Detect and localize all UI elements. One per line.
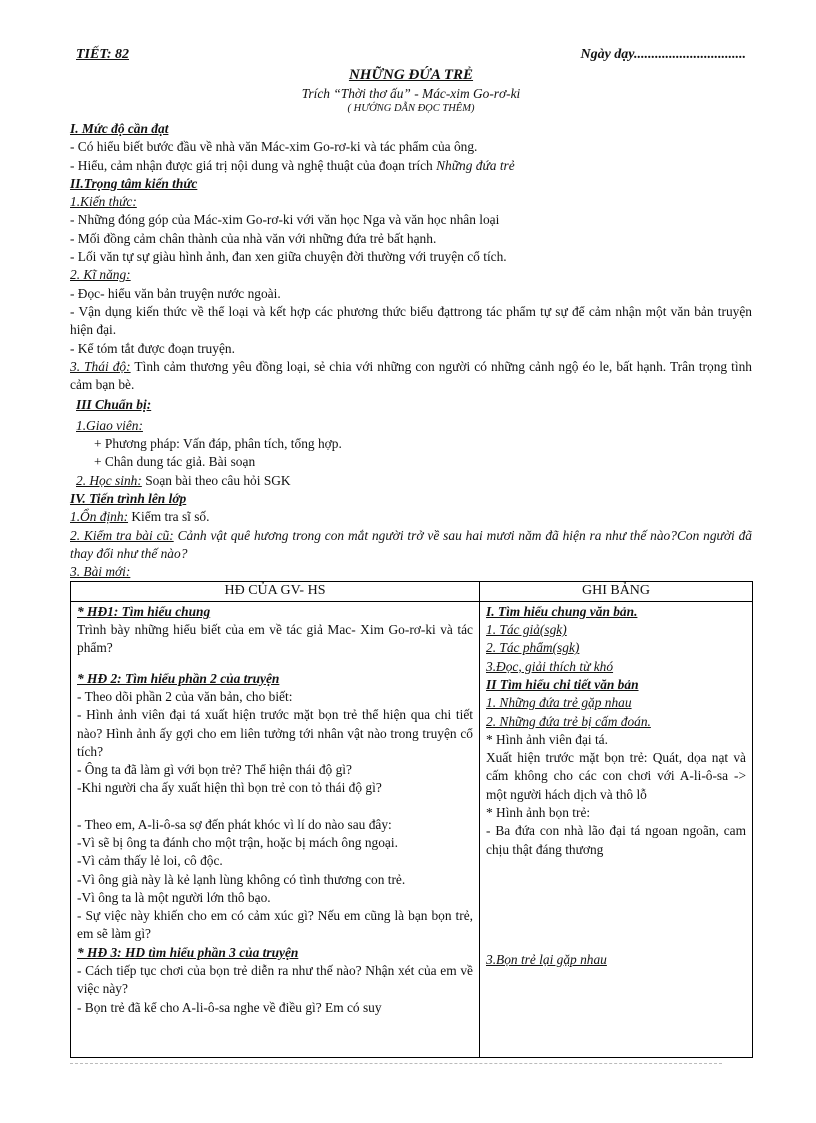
hd2b-line-3: -Vì cảm thấy lẻ loi, cô độc. (77, 853, 223, 869)
hd2b-line-4: -Vì ông già này là kẻ lạnh lùng không có tình thương con trẻ. (77, 871, 406, 887)
table-header-row (71, 582, 753, 601)
hd2-line-1: - Theo dõi phần 2 của văn bản, cho biết: (77, 688, 293, 704)
table-row (71, 601, 753, 1057)
lesson-activity-table (70, 581, 753, 1057)
document-subtitle-note: ( HƯỚNG DẪN ĐỌC THÊM) (347, 103, 475, 114)
hd2b-line-5: -Vì ông ta là một người lớn thô bạo. (77, 889, 271, 905)
gv-line-2: + Chân dung tác giả. Bài soạn (94, 454, 256, 470)
thai-do-paragraph: 3. Thái độ: Tình cảm thương yêu đồng loại, sẻ chia với những con người có những cảnh ngộ éo le, bất hạnh. Trân trọng tình cảm bạn bè. (70, 358, 752, 393)
note-12: 3.Bọn trẻ lại gặp nhau (486, 951, 607, 967)
board-notes-cell (480, 601, 753, 1057)
s1-line-1: - Có hiểu biết bước đầu về nhà văn Mác-xim Go-rơ-ki và tác phẩm của ông. (70, 139, 478, 155)
s1-line-2: - Hiểu, cảm nhận được giá trị nội dung và nghệ thuật của đoạn trích Những đứa trẻ (70, 157, 515, 173)
hd2b-line-6: - Sự việc này khiến cho em có cảm xúc gì? Nếu em cũng là bạn bọn trẻ, em sẽ làm gì? (77, 908, 473, 942)
hd2b-line-2: -Vì sẽ bị ông ta đánh cho một trận, hoặc bị mách ông ngoại. (77, 834, 398, 850)
hd2-line-4: -Khi người cha ấy xuất hiện thì bọn trẻ con tỏ thái độ gì? (77, 780, 382, 796)
note-5: II Tìm hiểu chi tiết văn bản (486, 676, 639, 692)
kn-line-2: - Vận dụng kiến thức về thể loại và kết hợp các phương thức biểu đạttrong tác phẩm tự sự để cảm nhận một văn bản truyện hiện đại. (70, 303, 752, 338)
hd2-line-2: - Hình ảnh viên đại tá xuất hiện trước mặt bọn trẻ thể hiện qua chi tiết nào? Hình ảnh ấy gợi cho em liên tưởng tới nhân vật nào trong truyện cổ tích? (77, 707, 473, 759)
note-10: * Hình ảnh bọn trẻ: (486, 804, 591, 820)
activities-cell (71, 601, 480, 1057)
bai-moi-heading: 3. Bài mới: (70, 564, 131, 580)
giao-vien-heading: 1.Giao viên: (76, 417, 143, 433)
note-9: Xuất hiện trước mặt bọn trẻ: Quát, dọa nạt và cấm không cho các con chơi với A-li-ô-sa -> một người hách dịch và thô lỗ (486, 750, 746, 802)
col-board-notes-header: GHI BẢNG (480, 582, 753, 601)
col-activities-header: HĐ CỦA GV- HS (71, 582, 480, 601)
note-8: * Hình ảnh viên đại tá. (486, 731, 608, 747)
hd3-line-2: - Bọn trẻ đã kể cho A-li-ô-sa nghe về điều gì? Em có suy (77, 999, 382, 1015)
footer-divider (70, 1063, 722, 1064)
section-2-heading: II.Trọng tâm kiến thức (70, 175, 198, 191)
kt-line-1: - Những đóng góp của Mác-xim Go-rơ-ki với văn học Nga và văn học nhân loại (70, 212, 500, 228)
kn-line-3: - Kể tóm tắt được đoạn truyện. (70, 340, 235, 356)
ki-nang-heading: 2. Kĩ năng: (70, 267, 131, 283)
lesson-plan-page (70, 46, 752, 1058)
section-4-heading: IV. Tiến trình lên lớp (70, 490, 187, 506)
kien-thuc-heading: 1.Kiến thức: (70, 194, 137, 210)
page-header (70, 46, 752, 66)
kt-line-3: - Lối văn tự sự giàu hình ảnh, đan xen giữa chuyện đời thường với truyện cổ tích. (70, 249, 507, 265)
kt-line-2: - Mối đồng cảm chân thành của nhà văn với những đứa trẻ bất hạnh. (70, 230, 437, 246)
teaching-date: Ngày dạy................................ (580, 47, 746, 62)
document-title: NHỮNG ĐỨA TRẺ (348, 67, 474, 83)
note-2: 1. Tác giả(sgk) (486, 622, 567, 638)
section-1-heading: I. Mức độ cần đạt (70, 121, 169, 136)
note-4: 3.Đọc, giải thích từ khó (486, 658, 614, 674)
note-3: 2. Tác phẩm(sgk) (486, 640, 580, 656)
hoc-sinh-line: 2. Học sinh: Soạn bài theo câu hỏi SGK (76, 472, 291, 488)
hd1-heading: * HĐ1: Tìm hiểu chung (77, 603, 211, 619)
hd3-heading: * HĐ 3: HD tìm hiểu phần 3 của truyện (77, 944, 299, 960)
kn-line-1: - Đọc- hiểu văn bản truyện nước ngoài. (70, 285, 281, 301)
document-subtitle: Trích “Thời thơ ấu” - Mác-xim Go-rơ-ki (301, 86, 521, 101)
on-dinh-line: 1.Ổn định: Kiểm tra sĩ số. (70, 509, 210, 525)
lesson-number: TIẾT: 82 (76, 47, 130, 62)
section-3-heading: III Chuẩn bị: (76, 397, 152, 413)
hd3-line-1: - Cách tiếp tục chơi của bọn trẻ diễn ra như thế nào? Nhận xét của em về việc này? (77, 963, 473, 997)
hd2-line-3: - Ông ta đã làm gì với bọn trẻ? Thể hiện thái độ gì? (77, 762, 352, 778)
gv-line-1: + Phương pháp: Vấn đáp, phân tích, tổng hợp. (94, 436, 342, 452)
kiem-tra-bai-cu: 2. Kiểm tra bài cũ: Cảnh vật quê hương trong con mắt người trở về sau hai mươi năm đã hiện ra như thế nào?Con người đã thay đổi như thế nào? (70, 527, 752, 561)
hd2b-line-1: - Theo em, A-li-ô-sa sợ đến phát khóc vì lí do nào sau đây: (77, 816, 392, 832)
note-7: 2. Những đứa trẻ bị cấm đoán. (486, 713, 651, 729)
note-1: I. Tìm hiểu chung văn bản. (486, 603, 638, 619)
hd1-question: Trình bày những hiểu biết của em về tác giả Mac- Xim Go-rơ-ki và tác phẩm? (77, 622, 473, 656)
note-6: 1. Những đứa trẻ gặp nhau (486, 695, 632, 711)
hd2-heading: * HĐ 2: Tìm hiểu phần 2 của truyện (77, 670, 280, 686)
note-11: - Ba đứa con nhà lão đại tá ngoan ngoãn, cam chịu thật đáng thương (486, 823, 746, 857)
